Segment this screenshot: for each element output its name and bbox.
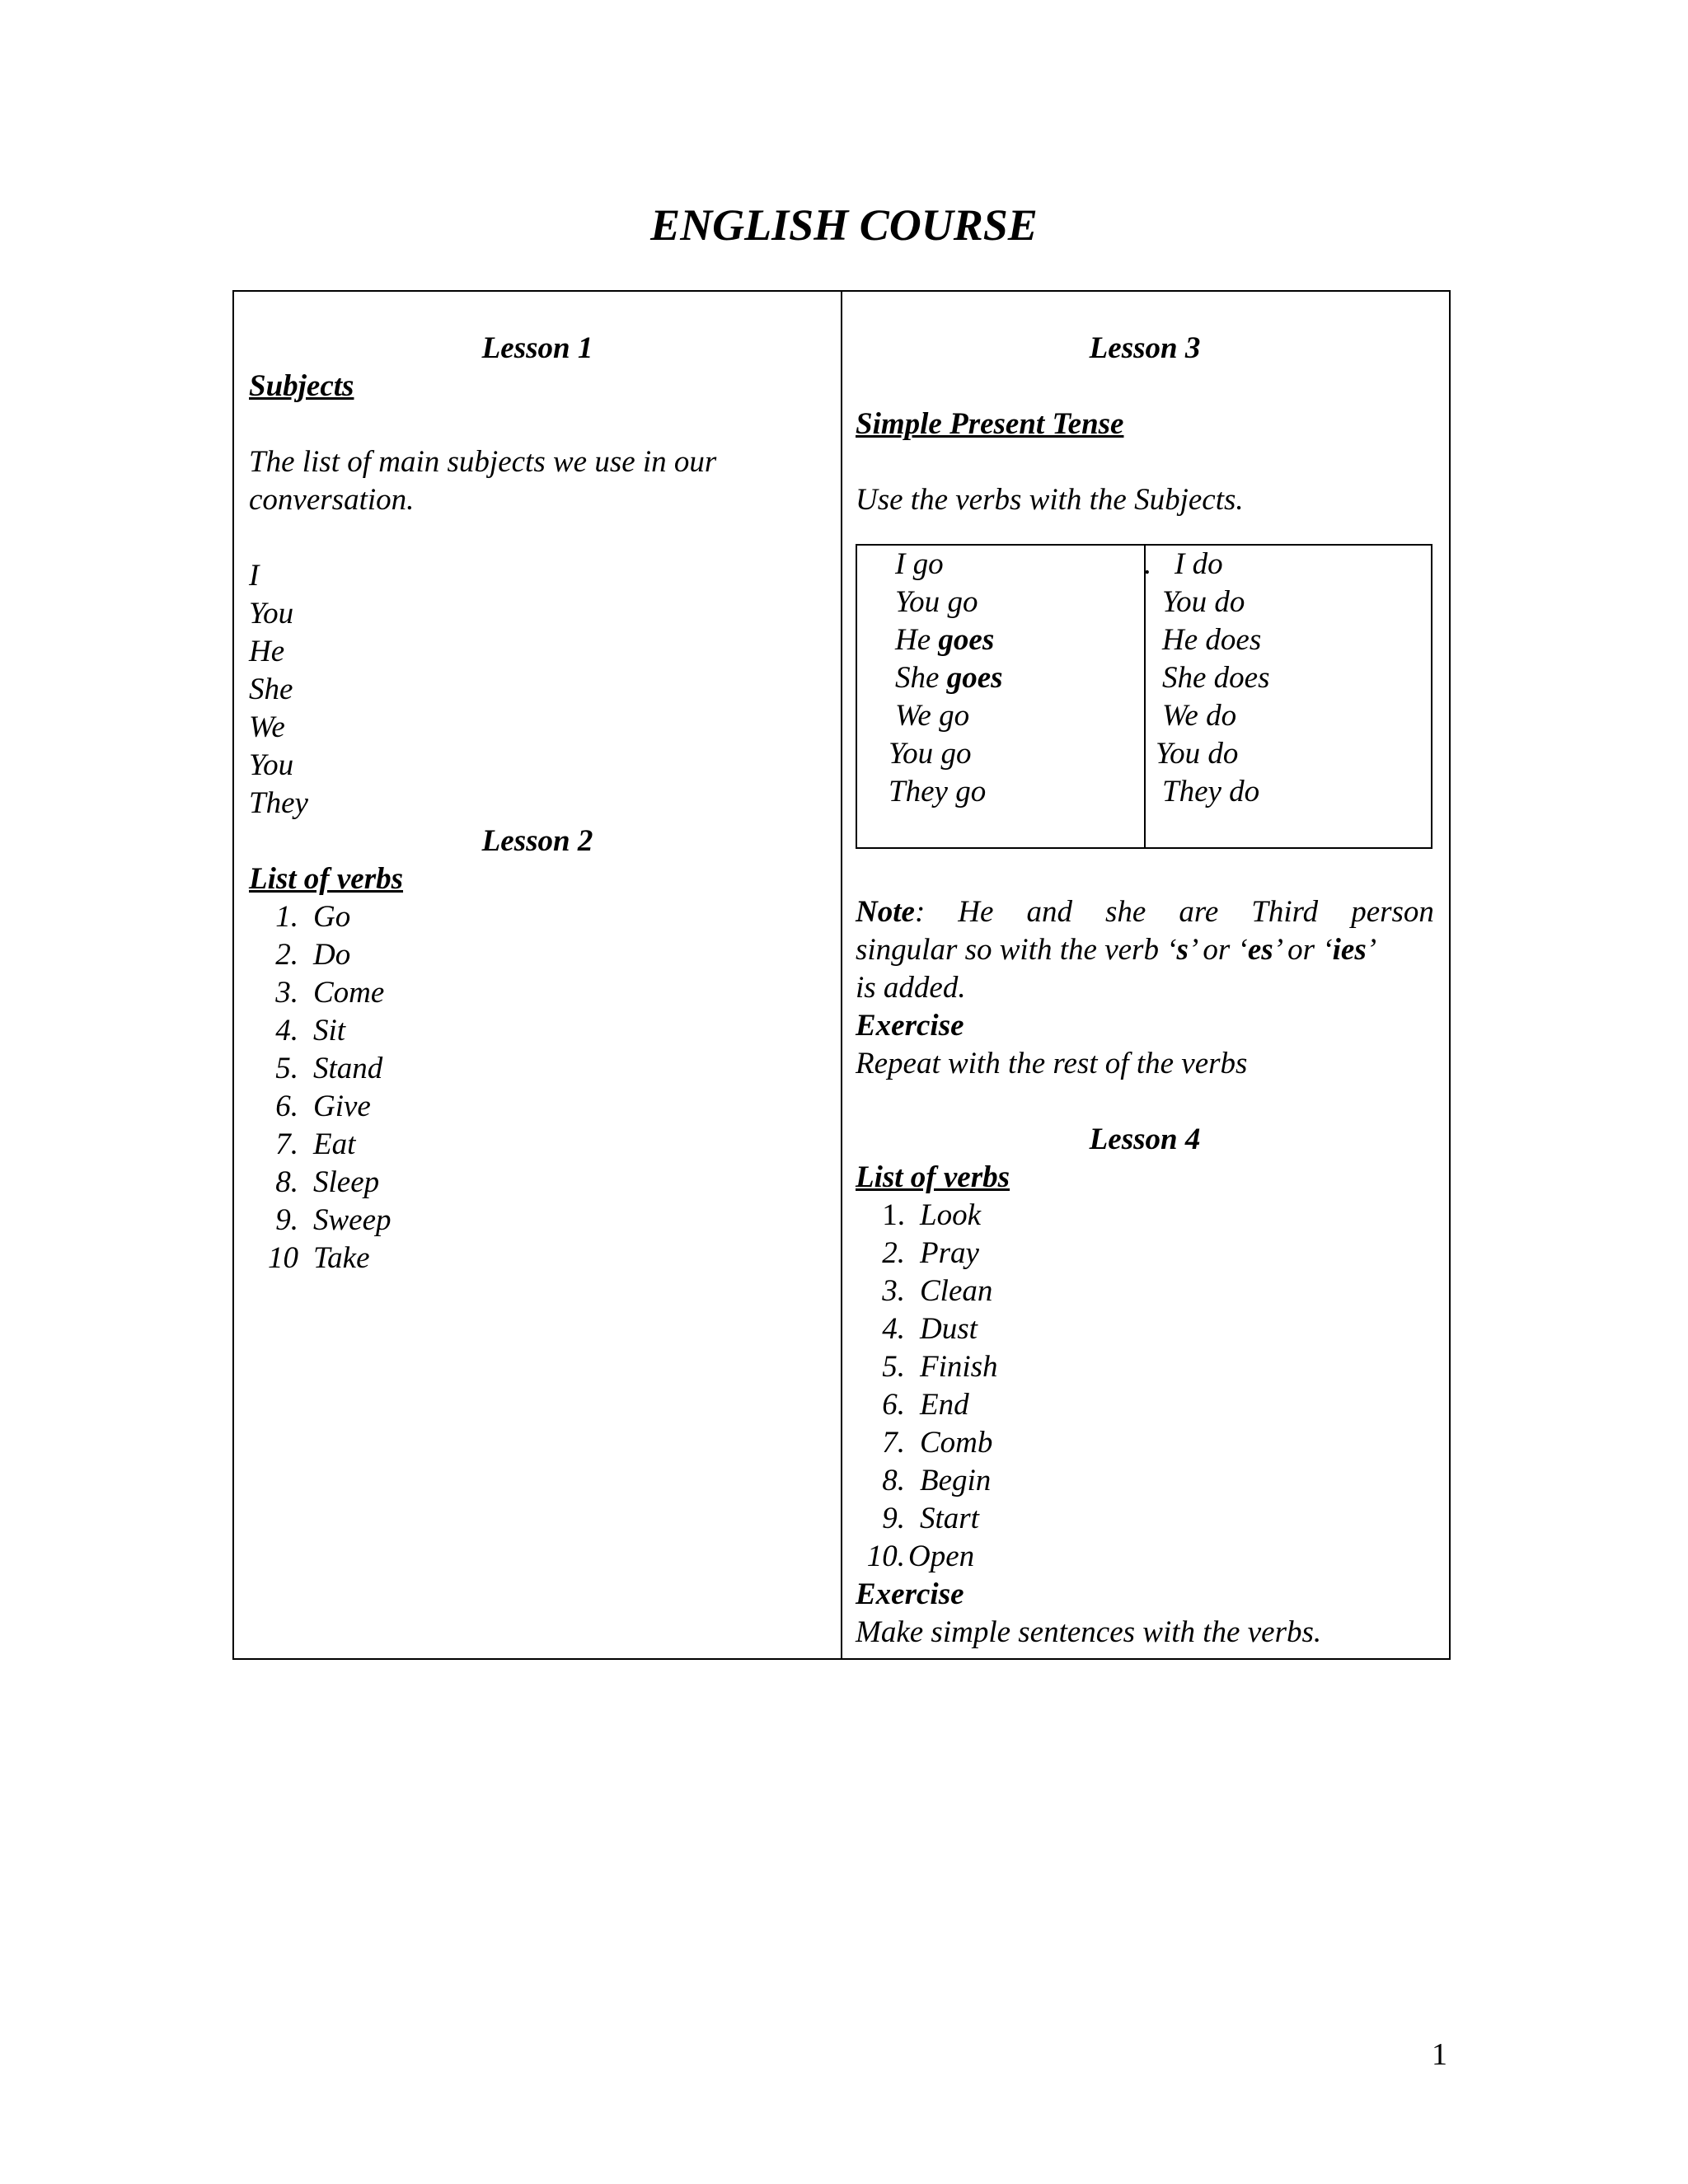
lesson4-exercise-label: Exercise	[856, 1577, 964, 1611]
subjects-list	[249, 557, 826, 823]
lesson3-heading: Lesson 3	[1089, 331, 1201, 365]
note-line3: is added.	[856, 971, 966, 1005]
item-verb: Sit	[313, 1014, 346, 1047]
verb-list-item	[249, 1202, 826, 1240]
item-verb: Eat	[313, 1127, 356, 1161]
conjugation-row: They go	[889, 775, 987, 808]
item-verb: Look	[920, 1198, 981, 1232]
verb-list-item	[249, 1088, 826, 1126]
item-number: 3.	[882, 1274, 905, 1308]
verb-list-item	[249, 1240, 826, 1277]
lessons-table	[232, 290, 1451, 1660]
item-number: 3.	[275, 976, 298, 1010]
verb-list-item	[856, 1386, 1434, 1424]
item-number: 9.	[275, 1203, 298, 1237]
lesson4-exercise-text: Make simple sentences with the verbs.	[856, 1615, 1322, 1649]
conjugation-row: She does	[1162, 661, 1270, 695]
verb-list-item	[249, 974, 826, 1012]
column-divider	[841, 292, 842, 1658]
item-number: 8.	[275, 1165, 298, 1199]
lesson4-section-title: List of verbs	[856, 1160, 1010, 1194]
lesson2-heading: Lesson 2	[481, 824, 593, 858]
conjugation-row: . I do	[1144, 547, 1223, 581]
verb-list-item	[249, 1164, 826, 1202]
item-verb: Give	[313, 1090, 371, 1123]
conjugation-row: You go	[889, 737, 972, 771]
lesson3-exercise-label: Exercise	[856, 1009, 964, 1043]
lesson1-intro-line2: conversation.	[249, 483, 415, 517]
verb-list-item	[856, 1348, 1434, 1386]
item-number: 4.	[882, 1312, 905, 1346]
subject-item: We	[249, 710, 285, 744]
verb-list-item	[249, 1126, 826, 1164]
verb-list-item	[856, 1235, 1434, 1272]
verb-list-item	[249, 1012, 826, 1050]
lesson4-heading: Lesson 4	[1089, 1122, 1201, 1156]
verb-list-item	[856, 1538, 1434, 1576]
item-number: 7.	[882, 1426, 905, 1460]
item-verb: End	[920, 1388, 969, 1422]
conjugation-row: I go	[895, 547, 944, 581]
item-number: 8.	[882, 1464, 905, 1497]
item-verb: Go	[313, 900, 351, 934]
item-number: 1.	[882, 1198, 905, 1232]
conjugation-do-column	[1144, 546, 1426, 811]
item-number: 4.	[275, 1014, 298, 1047]
page-title: ENGLISH COURSE	[650, 200, 1038, 250]
item-number: 1.	[275, 900, 298, 934]
conjugation-row: You do	[1156, 737, 1239, 771]
verb-list-item	[856, 1462, 1434, 1500]
conjugation-row: He goes	[895, 623, 995, 657]
conjugation-row: You do	[1162, 585, 1245, 619]
verb-list-item	[856, 1310, 1434, 1348]
lesson1-heading: Lesson 1	[481, 331, 593, 365]
item-verb: Comb	[920, 1426, 993, 1460]
conjugation-row: He does	[1162, 623, 1262, 657]
verb-list-item	[249, 936, 826, 974]
verb-list-item	[249, 1050, 826, 1088]
item-number: 5.	[275, 1052, 298, 1085]
lesson1-intro-line1: The list of main subjects we use in our	[249, 445, 717, 479]
item-number: 5.	[882, 1350, 905, 1384]
lesson2-verb-list	[249, 898, 826, 1277]
item-verb: Sleep	[313, 1165, 380, 1199]
item-verb: Sweep	[313, 1203, 392, 1237]
item-verb: Do	[313, 938, 351, 972]
conjugation-row: She goes	[895, 661, 1003, 695]
item-number: 2.	[275, 938, 298, 972]
item-number: 2.	[882, 1236, 905, 1270]
item-number: 10.	[866, 1540, 905, 1573]
subject-item: They	[249, 786, 308, 820]
conjugation-row: We go	[895, 699, 970, 733]
conjugation-row: They do	[1162, 775, 1260, 808]
verb-list-item	[856, 1272, 1434, 1310]
note-line2: singular so with the verb ‘s’ or ‘es’ or ‘ies’	[856, 933, 1377, 967]
item-verb: Finish	[920, 1350, 998, 1384]
item-verb: Clean	[920, 1274, 993, 1308]
conjugation-row: You go	[895, 585, 978, 619]
lesson2-section-title: List of verbs	[249, 862, 404, 896]
item-number: 6.	[275, 1090, 298, 1123]
lesson4-verb-list	[856, 1197, 1434, 1576]
subject-item: She	[249, 673, 293, 706]
conjugation-marker: .	[1144, 547, 1152, 581]
item-number: 9.	[882, 1502, 905, 1535]
lesson3-note	[856, 893, 1434, 1007]
item-verb: Come	[313, 976, 385, 1010]
note-label: Note	[856, 895, 915, 929]
conjugation-divider	[1144, 546, 1146, 847]
item-number: 6.	[882, 1388, 905, 1422]
subject-item: You	[249, 748, 294, 782]
lesson3-exercise-text: Repeat with the rest of the verbs	[856, 1047, 1248, 1080]
verb-list-item	[856, 1197, 1434, 1235]
item-number: 7.	[275, 1127, 298, 1161]
subject-item: I	[249, 559, 260, 593]
verb-list-item	[249, 898, 826, 936]
item-verb: Stand	[313, 1052, 383, 1085]
lesson3-section-title: Simple Present Tense	[856, 407, 1124, 441]
subject-item: He	[249, 635, 285, 668]
conjugation-table	[856, 544, 1432, 849]
verb-list-item	[856, 1424, 1434, 1462]
page-number: 1	[1432, 2037, 1447, 2072]
right-column	[856, 330, 1434, 1652]
item-verb: Take	[313, 1241, 370, 1275]
lesson1-section-title: Subjects	[249, 369, 354, 403]
item-verb: Start	[920, 1502, 979, 1535]
conjugation-go-column	[889, 546, 1134, 811]
item-number: 10	[268, 1241, 298, 1275]
verb-list-item	[856, 1500, 1434, 1538]
item-verb: Begin	[920, 1464, 992, 1497]
subject-item: You	[249, 597, 294, 630]
conjugation-row: We do	[1162, 699, 1237, 733]
left-column	[249, 330, 826, 1277]
item-verb: Dust	[920, 1312, 978, 1346]
item-verb: Open	[908, 1540, 975, 1573]
lesson3-intro: Use the verbs with the Subjects.	[856, 483, 1244, 517]
item-verb: Pray	[920, 1236, 979, 1270]
note-line1: Note: He and she are Third person	[856, 895, 1434, 929]
